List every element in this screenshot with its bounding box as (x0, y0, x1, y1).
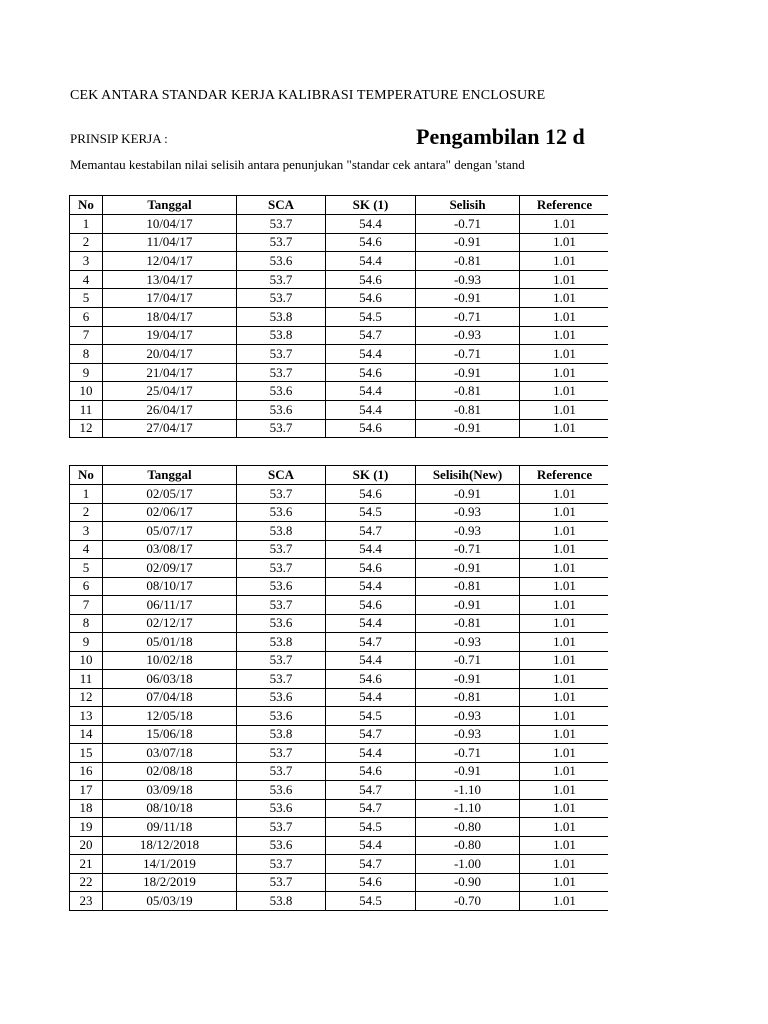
cell-reference: 1.01 (520, 707, 609, 726)
cell-no: 9 (70, 363, 103, 382)
cell-tanggal: 19/04/17 (103, 326, 237, 345)
cell-sk1: 54.4 (326, 651, 416, 670)
table-2017-april (69, 195, 608, 438)
cell-sca: 53.6 (237, 614, 326, 633)
cell-tanggal: 07/04/18 (103, 688, 237, 707)
cell-sk1: 54.5 (326, 307, 416, 326)
cell-reference: 1.01 (520, 670, 609, 689)
cell-sca: 53.8 (237, 633, 326, 652)
cell-no: 3 (70, 252, 103, 271)
cell-sca: 53.6 (237, 781, 326, 800)
cell-no: 8 (70, 614, 103, 633)
cell-sk1: 54.4 (326, 382, 416, 401)
cell-sca: 53.7 (237, 651, 326, 670)
cell-sk1: 54.5 (326, 818, 416, 837)
cell-sk1: 54.6 (326, 485, 416, 504)
cell-no: 9 (70, 633, 103, 652)
cell-no: 6 (70, 307, 103, 326)
cell-reference: 1.01 (520, 873, 609, 892)
cell-tanggal: 03/07/18 (103, 744, 237, 763)
cell-tanggal: 13/04/17 (103, 270, 237, 289)
cell-no: 20 (70, 836, 103, 855)
cell-sca: 53.7 (237, 818, 326, 837)
column-header-sk1: SK (1) (326, 466, 416, 485)
table-row (70, 577, 609, 596)
cell-reference: 1.01 (520, 892, 609, 911)
cell-reference: 1.01 (520, 419, 609, 438)
cell-selisih: -0.91 (416, 670, 520, 689)
cell-tanggal: 10/04/17 (103, 215, 237, 234)
cell-reference: 1.01 (520, 725, 609, 744)
cell-tanggal: 08/10/18 (103, 799, 237, 818)
cell-tanggal: 02/12/17 (103, 614, 237, 633)
cell-sk1: 54.4 (326, 836, 416, 855)
cell-sk1: 54.4 (326, 252, 416, 271)
cell-selisih: -1.00 (416, 855, 520, 874)
cell-no: 23 (70, 892, 103, 911)
cell-selisih: -0.81 (416, 400, 520, 419)
table-header-row (70, 466, 609, 485)
table-row (70, 559, 609, 578)
cell-tanggal: 21/04/17 (103, 363, 237, 382)
cell-no: 16 (70, 762, 103, 781)
cell-reference: 1.01 (520, 382, 609, 401)
cell-no: 10 (70, 651, 103, 670)
column-header-tanggal: Tanggal (103, 196, 237, 215)
cell-no: 4 (70, 270, 103, 289)
cell-sca: 53.7 (237, 289, 326, 308)
cell-sk1: 54.7 (326, 522, 416, 541)
cell-sk1: 54.7 (326, 633, 416, 652)
cell-selisih: -0.81 (416, 382, 520, 401)
cell-sca: 53.7 (237, 744, 326, 763)
table-row (70, 596, 609, 615)
principle-description: Memantau kestabilan nilai selisih antara penunjukan "standar cek antara" dengan 'stand (70, 157, 525, 172)
cell-tanggal: 20/04/17 (103, 345, 237, 364)
table-row (70, 781, 609, 800)
column-header-tanggal: Tanggal (103, 466, 237, 485)
cell-selisih: -0.93 (416, 707, 520, 726)
cell-no: 19 (70, 818, 103, 837)
cell-no: 2 (70, 233, 103, 252)
table-row (70, 400, 609, 419)
cell-sk1: 54.6 (326, 873, 416, 892)
cell-sca: 53.7 (237, 270, 326, 289)
cell-reference: 1.01 (520, 614, 609, 633)
cell-sk1: 54.6 (326, 762, 416, 781)
cell-reference: 1.01 (520, 540, 609, 559)
cell-reference: 1.01 (520, 215, 609, 234)
document-title: CEK ANTARA STANDAR KERJA KALIBRASI TEMPERATURE ENCLOSURE (70, 88, 546, 103)
table-row (70, 522, 609, 541)
cell-sk1: 54.7 (326, 799, 416, 818)
cell-selisih: -0.80 (416, 836, 520, 855)
cell-selisih: -1.10 (416, 799, 520, 818)
table-row (70, 725, 609, 744)
cell-no: 11 (70, 400, 103, 419)
cell-sk1: 54.6 (326, 289, 416, 308)
cell-reference: 1.01 (520, 818, 609, 837)
cell-reference: 1.01 (520, 345, 609, 364)
table-row (70, 270, 609, 289)
cell-no: 7 (70, 326, 103, 345)
table-row (70, 289, 609, 308)
table-monthly-check (69, 465, 608, 911)
cell-reference: 1.01 (520, 503, 609, 522)
cell-tanggal: 26/04/17 (103, 400, 237, 419)
cell-selisih: -0.91 (416, 233, 520, 252)
cell-selisih: -0.93 (416, 326, 520, 345)
cell-reference: 1.01 (520, 577, 609, 596)
cell-sk1: 54.5 (326, 892, 416, 911)
cell-sca: 53.8 (237, 522, 326, 541)
column-header-reference: Reference (520, 196, 609, 215)
cell-reference: 1.01 (520, 326, 609, 345)
cell-sca: 53.8 (237, 892, 326, 911)
cell-no: 12 (70, 688, 103, 707)
cell-selisih: -0.93 (416, 725, 520, 744)
cell-sca: 53.8 (237, 725, 326, 744)
cell-sk1: 54.5 (326, 503, 416, 522)
cell-sca: 53.7 (237, 762, 326, 781)
cell-no: 1 (70, 215, 103, 234)
cell-reference: 1.01 (520, 307, 609, 326)
cell-tanggal: 12/05/18 (103, 707, 237, 726)
cell-tanggal: 05/07/17 (103, 522, 237, 541)
cell-sca: 53.7 (237, 540, 326, 559)
table-row (70, 670, 609, 689)
cell-no: 14 (70, 725, 103, 744)
cell-no: 17 (70, 781, 103, 800)
cell-reference: 1.01 (520, 363, 609, 382)
cell-selisih: -0.93 (416, 270, 520, 289)
table-row (70, 799, 609, 818)
cell-tanggal: 17/04/17 (103, 289, 237, 308)
table-row (70, 688, 609, 707)
cell-sk1: 54.4 (326, 345, 416, 364)
cell-tanggal: 02/05/17 (103, 485, 237, 504)
cell-tanggal: 09/11/18 (103, 818, 237, 837)
cell-reference: 1.01 (520, 270, 609, 289)
column-header-selisih: Selisih(New) (416, 466, 520, 485)
cell-sk1: 54.4 (326, 688, 416, 707)
cell-no: 8 (70, 345, 103, 364)
cell-no: 4 (70, 540, 103, 559)
cell-no: 18 (70, 799, 103, 818)
cell-selisih: -0.91 (416, 289, 520, 308)
cell-sca: 53.6 (237, 400, 326, 419)
cell-sca: 53.7 (237, 363, 326, 382)
cell-sca: 53.6 (237, 688, 326, 707)
cell-sca: 53.6 (237, 503, 326, 522)
principle-label: PRINSIP KERJA : (70, 131, 168, 146)
cell-sca: 53.8 (237, 307, 326, 326)
cell-reference: 1.01 (520, 485, 609, 504)
cell-reference: 1.01 (520, 233, 609, 252)
cell-tanggal: 06/11/17 (103, 596, 237, 615)
column-header-sk1: SK (1) (326, 196, 416, 215)
table-header-row (70, 196, 609, 215)
cell-no: 21 (70, 855, 103, 874)
cell-sk1: 54.6 (326, 270, 416, 289)
table-row (70, 307, 609, 326)
cell-sk1: 54.7 (326, 326, 416, 345)
cell-reference: 1.01 (520, 559, 609, 578)
cell-reference: 1.01 (520, 688, 609, 707)
cell-no: 7 (70, 596, 103, 615)
cell-sk1: 54.6 (326, 559, 416, 578)
cell-selisih: -0.93 (416, 522, 520, 541)
cell-sk1: 54.7 (326, 725, 416, 744)
cell-no: 3 (70, 522, 103, 541)
cell-selisih: -0.81 (416, 614, 520, 633)
cell-sk1: 54.4 (326, 744, 416, 763)
cell-tanggal: 02/06/17 (103, 503, 237, 522)
cell-reference: 1.01 (520, 289, 609, 308)
table-row (70, 818, 609, 837)
table-row (70, 873, 609, 892)
cell-no: 13 (70, 707, 103, 726)
cell-sca: 53.8 (237, 326, 326, 345)
cell-reference: 1.01 (520, 836, 609, 855)
cell-sca: 53.7 (237, 345, 326, 364)
table-row (70, 892, 609, 911)
cell-no: 12 (70, 419, 103, 438)
cell-tanggal: 05/03/19 (103, 892, 237, 911)
cell-no: 1 (70, 485, 103, 504)
cell-selisih: -0.71 (416, 540, 520, 559)
cell-tanggal: 18/12/2018 (103, 836, 237, 855)
table-row (70, 855, 609, 874)
table-row (70, 614, 609, 633)
table-row (70, 233, 609, 252)
cell-selisih: -1.10 (416, 781, 520, 800)
cell-no: 11 (70, 670, 103, 689)
cell-tanggal: 12/04/17 (103, 252, 237, 271)
cell-selisih: -0.71 (416, 744, 520, 763)
table-row (70, 651, 609, 670)
cell-sca: 53.6 (237, 252, 326, 271)
cell-no: 5 (70, 289, 103, 308)
table-row (70, 326, 609, 345)
cell-sk1: 54.4 (326, 400, 416, 419)
column-header-sca: SCA (237, 196, 326, 215)
cell-reference: 1.01 (520, 596, 609, 615)
cell-reference: 1.01 (520, 855, 609, 874)
cell-reference: 1.01 (520, 799, 609, 818)
cell-sca: 53.7 (237, 559, 326, 578)
cell-tanggal: 15/06/18 (103, 725, 237, 744)
cell-sk1: 54.6 (326, 233, 416, 252)
column-header-sca: SCA (237, 466, 326, 485)
cell-selisih: -0.70 (416, 892, 520, 911)
cell-sk1: 54.4 (326, 614, 416, 633)
table-row (70, 762, 609, 781)
cell-sca: 53.6 (237, 707, 326, 726)
cell-sk1: 54.5 (326, 707, 416, 726)
cell-sk1: 54.6 (326, 419, 416, 438)
table-row (70, 540, 609, 559)
cell-reference: 1.01 (520, 522, 609, 541)
cell-no: 6 (70, 577, 103, 596)
cell-tanggal: 18/04/17 (103, 307, 237, 326)
column-header-selisih: Selisih (416, 196, 520, 215)
cell-selisih: -0.71 (416, 651, 520, 670)
column-header-reference: Reference (520, 466, 609, 485)
cell-selisih: -0.80 (416, 818, 520, 837)
table-row (70, 382, 609, 401)
cell-selisih: -0.71 (416, 307, 520, 326)
table-row (70, 485, 609, 504)
cell-sca: 53.6 (237, 799, 326, 818)
cell-sca: 53.7 (237, 670, 326, 689)
cell-tanggal: 03/08/17 (103, 540, 237, 559)
cell-selisih: -0.91 (416, 559, 520, 578)
sampling-heading: Pengambilan 12 d (416, 124, 585, 149)
table-row (70, 707, 609, 726)
cell-selisih: -0.81 (416, 577, 520, 596)
cell-selisih: -0.91 (416, 419, 520, 438)
cell-no: 2 (70, 503, 103, 522)
cell-selisih: -0.81 (416, 688, 520, 707)
cell-reference: 1.01 (520, 651, 609, 670)
table-row (70, 215, 609, 234)
cell-no: 22 (70, 873, 103, 892)
cell-sca: 53.7 (237, 855, 326, 874)
cell-reference: 1.01 (520, 400, 609, 419)
cell-sca: 53.7 (237, 233, 326, 252)
table-row (70, 252, 609, 271)
cell-sk1: 54.7 (326, 781, 416, 800)
cell-sk1: 54.4 (326, 540, 416, 559)
cell-sca: 53.6 (237, 577, 326, 596)
cell-tanggal: 11/04/17 (103, 233, 237, 252)
cell-selisih: -0.71 (416, 345, 520, 364)
table-row (70, 836, 609, 855)
cell-tanggal: 02/09/17 (103, 559, 237, 578)
table-row (70, 419, 609, 438)
cell-selisih: -0.91 (416, 363, 520, 382)
cell-sca: 53.7 (237, 596, 326, 615)
cell-sca: 53.6 (237, 836, 326, 855)
cell-reference: 1.01 (520, 781, 609, 800)
cell-sk1: 54.6 (326, 363, 416, 382)
cell-sca: 53.6 (237, 382, 326, 401)
cell-selisih: -0.91 (416, 485, 520, 504)
cell-sca: 53.7 (237, 215, 326, 234)
cell-tanggal: 03/09/18 (103, 781, 237, 800)
cell-sk1: 54.7 (326, 855, 416, 874)
cell-tanggal: 18/2/2019 (103, 873, 237, 892)
cell-sca: 53.7 (237, 873, 326, 892)
cell-selisih: -0.93 (416, 503, 520, 522)
cell-selisih: -0.81 (416, 252, 520, 271)
table-row (70, 345, 609, 364)
column-header-no: No (70, 466, 103, 485)
table-row (70, 744, 609, 763)
cell-tanggal: 27/04/17 (103, 419, 237, 438)
cell-tanggal: 14/1/2019 (103, 855, 237, 874)
cell-sca: 53.7 (237, 485, 326, 504)
table-row (70, 363, 609, 382)
table-row (70, 503, 609, 522)
cell-reference: 1.01 (520, 633, 609, 652)
cell-sk1: 54.6 (326, 596, 416, 615)
cell-tanggal: 25/04/17 (103, 382, 237, 401)
cell-tanggal: 02/08/18 (103, 762, 237, 781)
cell-tanggal: 10/02/18 (103, 651, 237, 670)
cell-sk1: 54.4 (326, 215, 416, 234)
cell-sk1: 54.4 (326, 577, 416, 596)
cell-no: 10 (70, 382, 103, 401)
cell-reference: 1.01 (520, 762, 609, 781)
cell-selisih: -0.91 (416, 596, 520, 615)
cell-tanggal: 05/01/18 (103, 633, 237, 652)
cell-reference: 1.01 (520, 744, 609, 763)
cell-reference: 1.01 (520, 252, 609, 271)
cell-selisih: -0.90 (416, 873, 520, 892)
cell-no: 15 (70, 744, 103, 763)
cell-sca: 53.7 (237, 419, 326, 438)
table-row (70, 633, 609, 652)
cell-selisih: -0.91 (416, 762, 520, 781)
cell-selisih: -0.71 (416, 215, 520, 234)
cell-tanggal: 06/03/18 (103, 670, 237, 689)
cell-sk1: 54.6 (326, 670, 416, 689)
cell-tanggal: 08/10/17 (103, 577, 237, 596)
cell-selisih: -0.93 (416, 633, 520, 652)
column-header-no: No (70, 196, 103, 215)
cell-no: 5 (70, 559, 103, 578)
